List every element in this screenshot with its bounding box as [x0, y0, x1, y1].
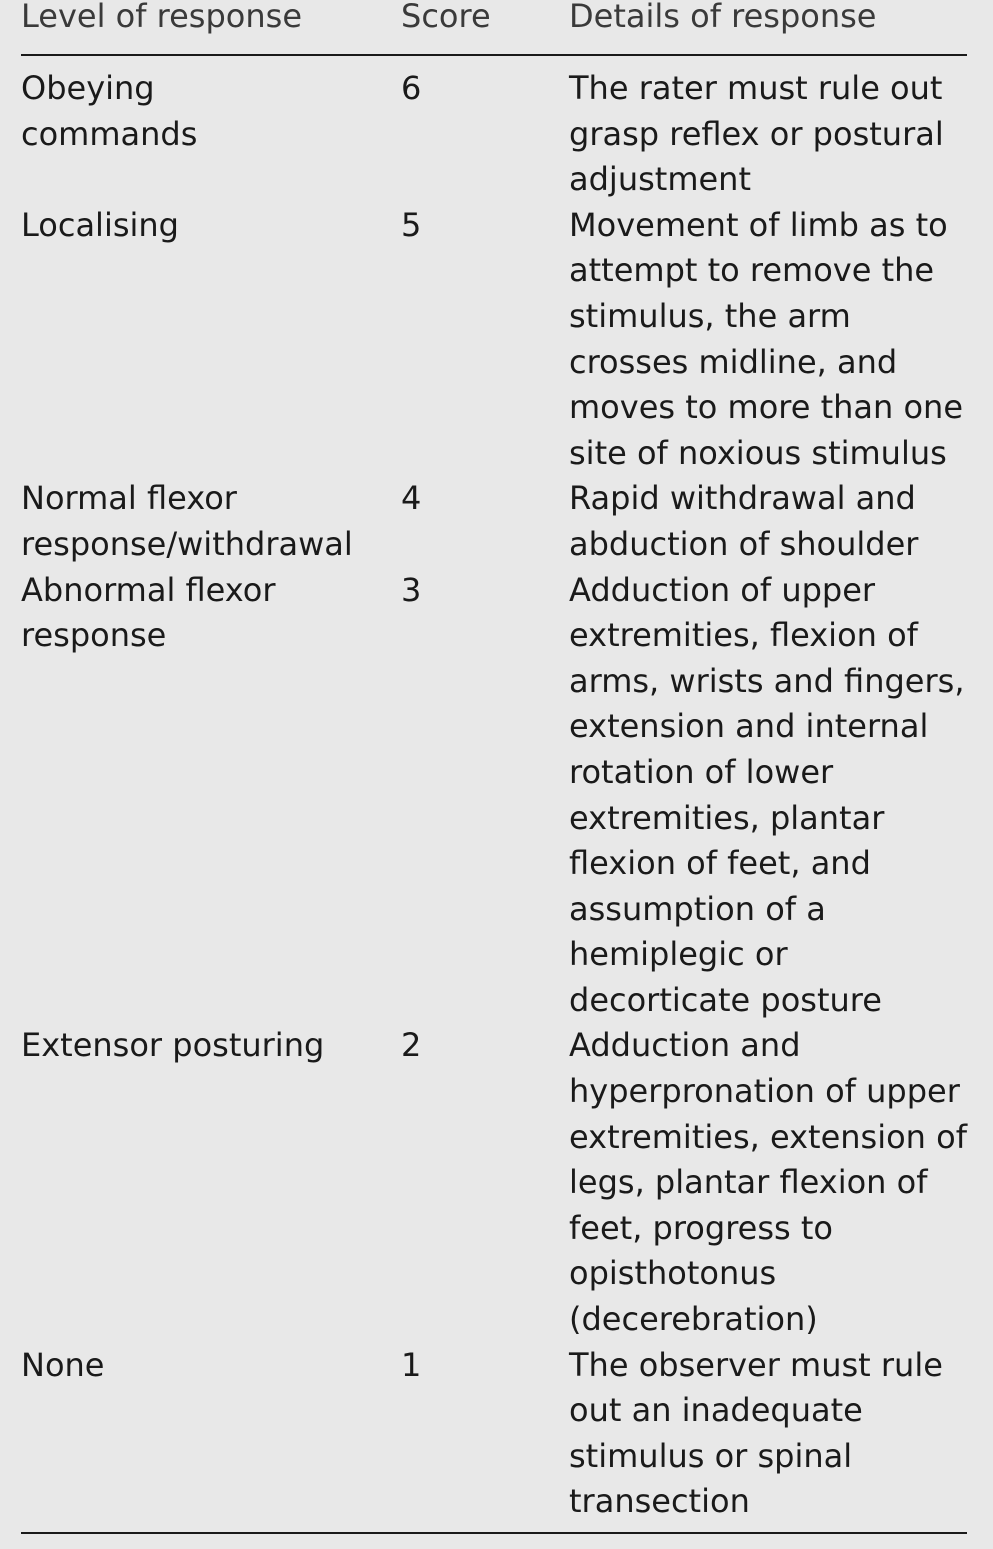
cell-score: 6 [401, 69, 422, 107]
details-line: The rater must rule out [569, 69, 943, 107]
details-line: out an inadequate [569, 1391, 863, 1430]
cell-details [569, 1343, 979, 1525]
details-line: arms, wrists and fingers, [569, 661, 965, 700]
table-row [21, 1023, 967, 1342]
details-line: extremities, plantar [569, 798, 885, 837]
details-line: assumption of a [569, 889, 826, 928]
details-line: rotation of lower [569, 752, 834, 791]
level-line: None [21, 1345, 105, 1384]
header-details: Details of response [569, 0, 877, 35]
details-line: adjustment [569, 160, 751, 199]
level-line: Abnormal flexor [21, 570, 276, 609]
details-line: (decerebration) [569, 1300, 818, 1339]
table-row [21, 476, 967, 567]
details-line: crosses midline, and [569, 342, 898, 381]
cell-score: 2 [401, 1026, 422, 1065]
details-line: extremities, flexion of [569, 616, 918, 655]
details-line: Adduction of upper [569, 570, 876, 609]
level-line: Localising [21, 205, 179, 244]
response-table [21, 0, 967, 1521]
table-row [21, 66, 967, 203]
cell-level [21, 66, 401, 157]
table-header [21, 0, 967, 46]
table-row [21, 568, 967, 1024]
cell-score: 3 [401, 570, 422, 609]
details-line: extremities, extension of [569, 1117, 967, 1156]
level-line: commands [21, 114, 198, 153]
table-bottom-rule [21, 1532, 967, 1534]
cell-level [21, 568, 401, 659]
cell-details [569, 203, 979, 477]
details-line: flexion of feet, and [569, 844, 871, 883]
cell-details [569, 66, 979, 203]
cell-score: 4 [401, 479, 422, 518]
table-row [21, 203, 967, 477]
details-line: hemiplegic or [569, 935, 788, 974]
details-line: stimulus, the arm [569, 296, 851, 335]
level-line: Normal flexor [21, 479, 237, 518]
details-line: Rapid withdrawal and [569, 479, 916, 518]
header-score: Score [401, 0, 491, 35]
header-divider [21, 54, 967, 56]
details-line: hyperpronation of upper [569, 1072, 960, 1111]
details-line: transection [569, 1482, 750, 1521]
details-line: decorticate posture [569, 980, 882, 1019]
cell-score: 5 [401, 205, 422, 244]
details-line: abduction of shoulder [569, 524, 919, 563]
cell-level [21, 1343, 401, 1389]
details-line: moves to more than one [569, 388, 964, 427]
cell-level [21, 476, 401, 567]
cell-details [569, 476, 979, 567]
details-line: extension and internal [569, 707, 929, 746]
level-line: Obeying [21, 69, 155, 107]
level-line: response/withdrawal [21, 524, 353, 563]
details-line: stimulus or spinal [569, 1436, 853, 1475]
cell-level [21, 203, 401, 249]
details-line: opisthotonus [569, 1254, 777, 1293]
details-line: site of noxious stimulus [569, 433, 947, 472]
details-line: feet, progress to [569, 1208, 833, 1247]
details-line: Movement of limb as to [569, 205, 948, 244]
table-body [21, 66, 967, 1525]
table-row [21, 1343, 967, 1525]
details-line: The observer must rule [569, 1345, 943, 1384]
level-line: Extensor posturing [21, 1026, 325, 1065]
details-line: grasp reflex or postural [569, 114, 944, 153]
level-line: response [21, 616, 167, 655]
cell-level [21, 1023, 401, 1069]
header-level: Level of response [21, 0, 302, 35]
cell-details [569, 568, 979, 1024]
cell-details [569, 1023, 979, 1342]
details-line: legs, plantar flexion of [569, 1163, 928, 1202]
details-line: Adduction and [569, 1026, 801, 1065]
cell-score: 1 [401, 1345, 422, 1384]
details-line: attempt to remove the [569, 251, 935, 290]
